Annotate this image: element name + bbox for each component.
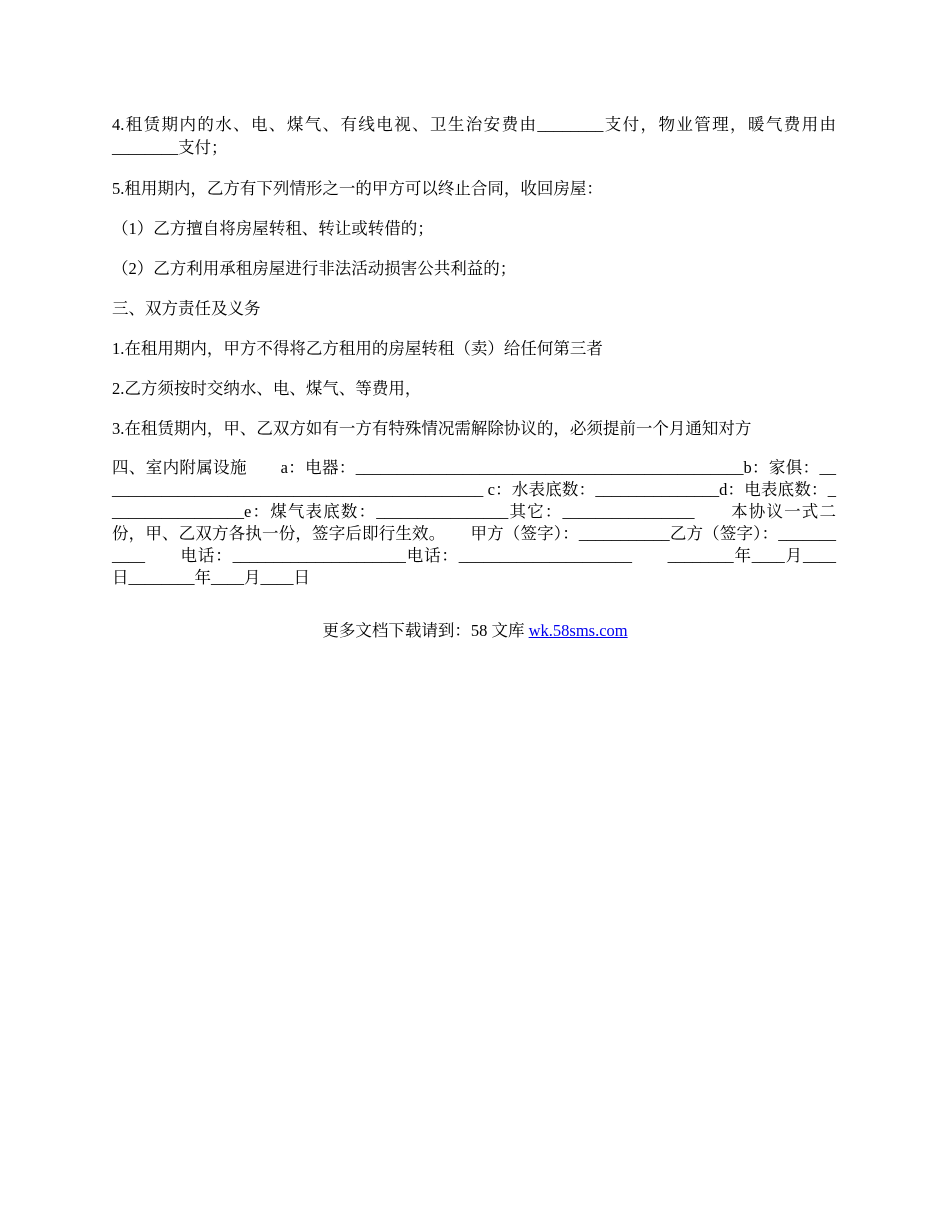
- footer-link[interactable]: wk.58sms.com: [528, 621, 628, 640]
- footer-text: 更多文档下载请到：58 文库: [322, 621, 529, 640]
- duty-3-notice: 3.在租赁期内，甲、乙双方如有一方有特殊情况需解除协议的，必须提前一个月通知对方: [112, 419, 752, 438]
- clause-5-termination: 5.租用期内，乙方有下列情形之一的甲方可以终止合同，收回房屋：: [112, 179, 603, 198]
- termination-case-1: （1）乙方擅自将房屋转租、转让或转借的；: [112, 219, 434, 238]
- duty-2-pay-fees: 2.乙方须按时交纳水、电、煤气、等费用，: [112, 379, 422, 398]
- facilities-and-signatures: 四、室内附属设施 a：电器：_______________________________________________b：家俱：_______________________________________________ c：水表底数：_______________d：电表底数：_________________e：煤气表底数：________________其它：________________ 本协议一式二份，甲、乙双方各执一份，签字后即行生效。 甲方（签字）：___________乙方（签字）：___________ 电话：_____________________电话：_____________________ ________年____月____日________年____月____日: [112, 458, 836, 587]
- duty-1-no-sublet: 1.在租用期内，甲方不得将乙方租用的房屋转租（卖）给任何第三者: [112, 339, 603, 358]
- clause-4-utilities: 4.租赁期内的水、电、煤气、有线电视、卫生治安费由________支付，物业管理，暖气费用由________支付；: [112, 115, 836, 157]
- download-footer: [0, 620, 950, 642]
- section-3-heading: 三、双方责任及义务: [112, 299, 261, 318]
- document-body: [112, 113, 836, 589]
- termination-case-2: （2）乙方利用承租房屋进行非法活动损害公共利益的；: [112, 259, 517, 278]
